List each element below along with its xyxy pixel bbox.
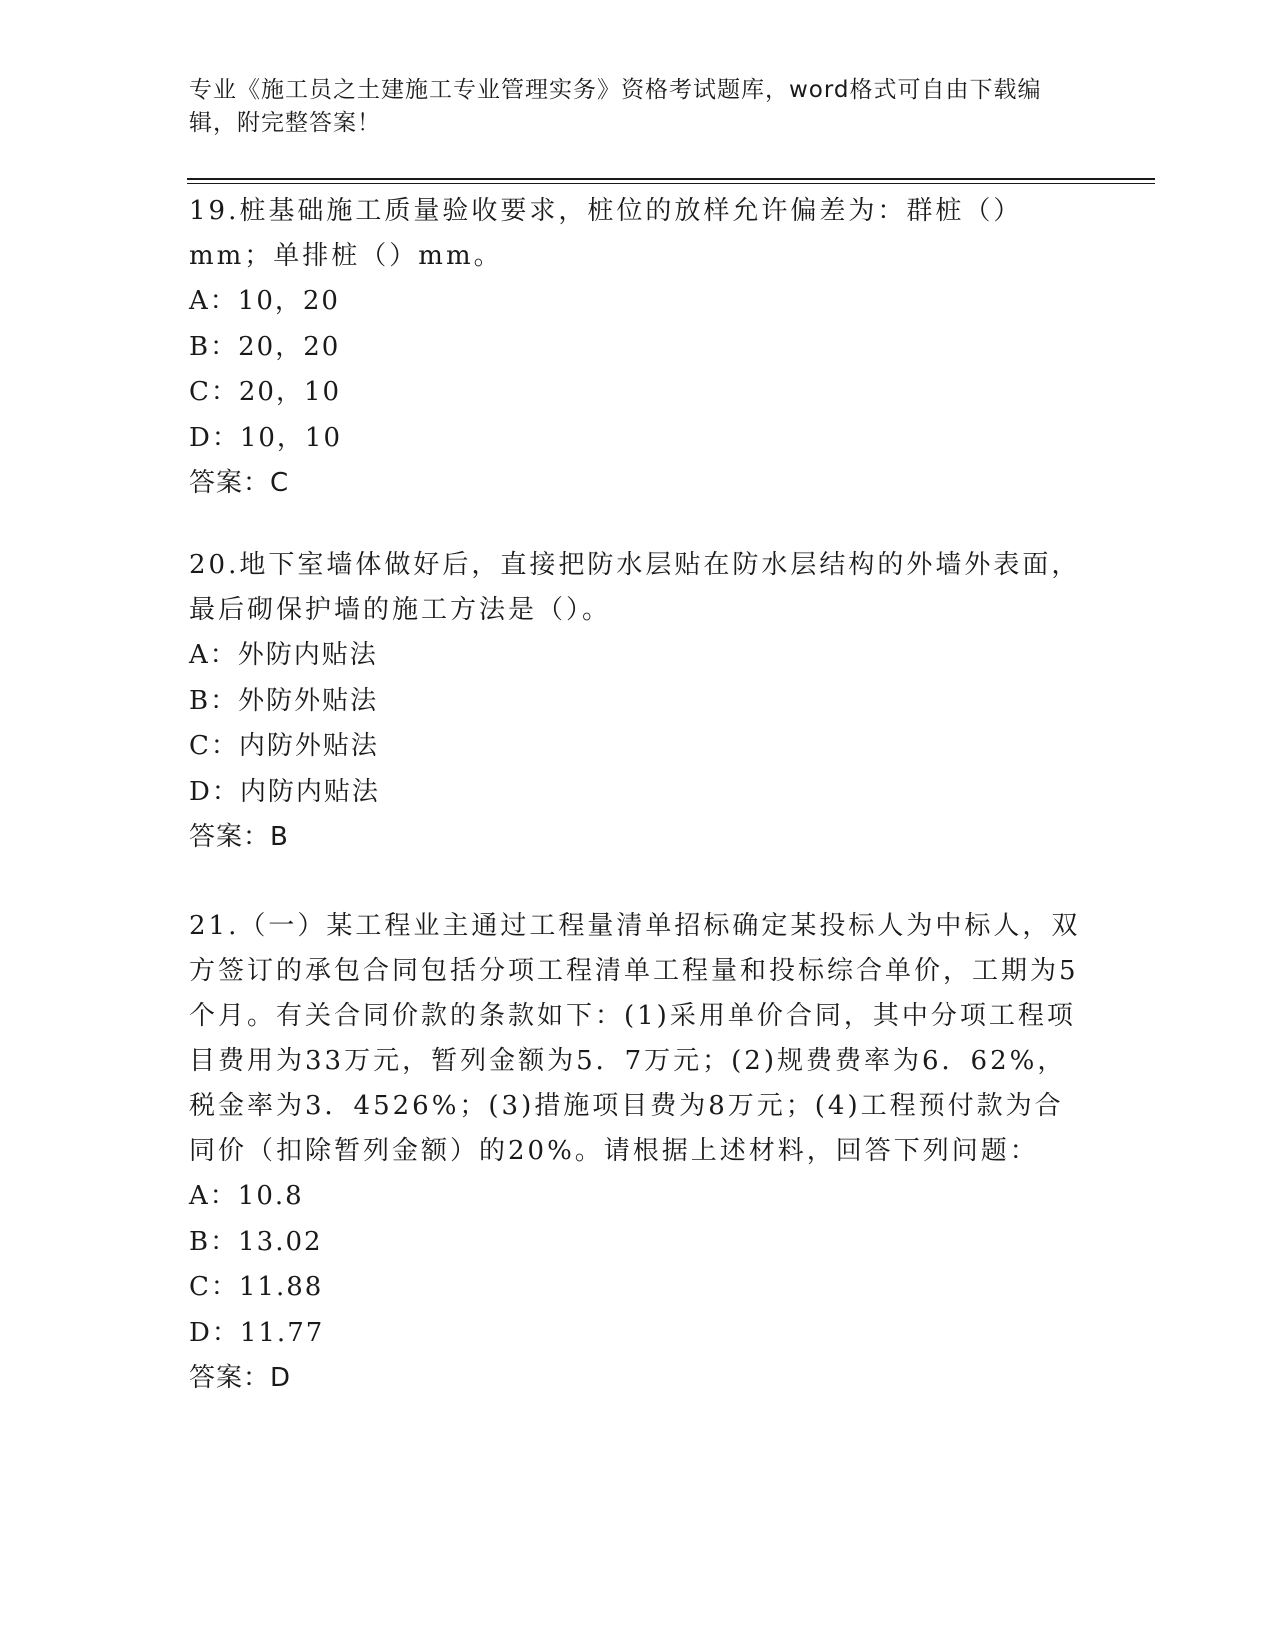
option-c: C：内防外贴法: [189, 731, 379, 761]
question-20: [189, 543, 1089, 860]
option-d: D：10，10: [189, 422, 343, 453]
question-stem: 19.桩基础施工质量验收要求，桩位的放样允许偏差为：群桩（）mm；单排桩（）mm。: [189, 196, 1023, 271]
question-stem: 21.（一）某工程业主通过工程量清单招标确定某投标人为中标人，双方签订的承包合同包括分项工程清单工程量和投标综合单价，工期为5个月。有关合同价款的条款如下：(1)采用单价合同，其中分项工程项目费用为33万元，暂列金额为5．7万元；(2)规费费率为6．62%，税金率为3．4526%；(3)措施项目费为8万元；(4)工程预付款为合同价（扣除暂列金额）的20%。请根据上述材料，回答下列问题：: [189, 911, 1081, 1166]
header-divider-thick: [187, 178, 1155, 180]
option-b: B：20，20: [189, 331, 341, 362]
option-c: C：20，10: [189, 377, 342, 407]
answer-label: 答案：B: [189, 822, 289, 852]
answer-label: 答案：C: [189, 468, 290, 498]
option-b: B：13.02: [189, 1226, 323, 1257]
option-a: A：外防内贴法: [189, 640, 378, 670]
question-stem: 20.地下室墙体做好后，直接把防水层贴在防水层结构的外墙外表面，最后砌保护墙的施工方法是（）。: [189, 550, 1081, 625]
document-intro: 专业《施工员之土建施工专业管理实务》资格考试题库，word格式可自由下载编辑，附完整答案！: [189, 77, 1042, 136]
option-d: D：内防内贴法: [189, 776, 380, 807]
option-a: A：10.8: [189, 1181, 304, 1211]
answer-label: 答案：D: [189, 1363, 292, 1393]
option-c: C：11.88: [189, 1272, 324, 1302]
header-divider-thin: [187, 183, 1155, 184]
question-21: [189, 904, 1089, 1401]
option-b: B：外防外贴法: [189, 685, 379, 716]
option-d: D：11.77: [189, 1317, 325, 1348]
question-19: [189, 189, 1089, 506]
option-a: A：10，20: [189, 286, 340, 316]
